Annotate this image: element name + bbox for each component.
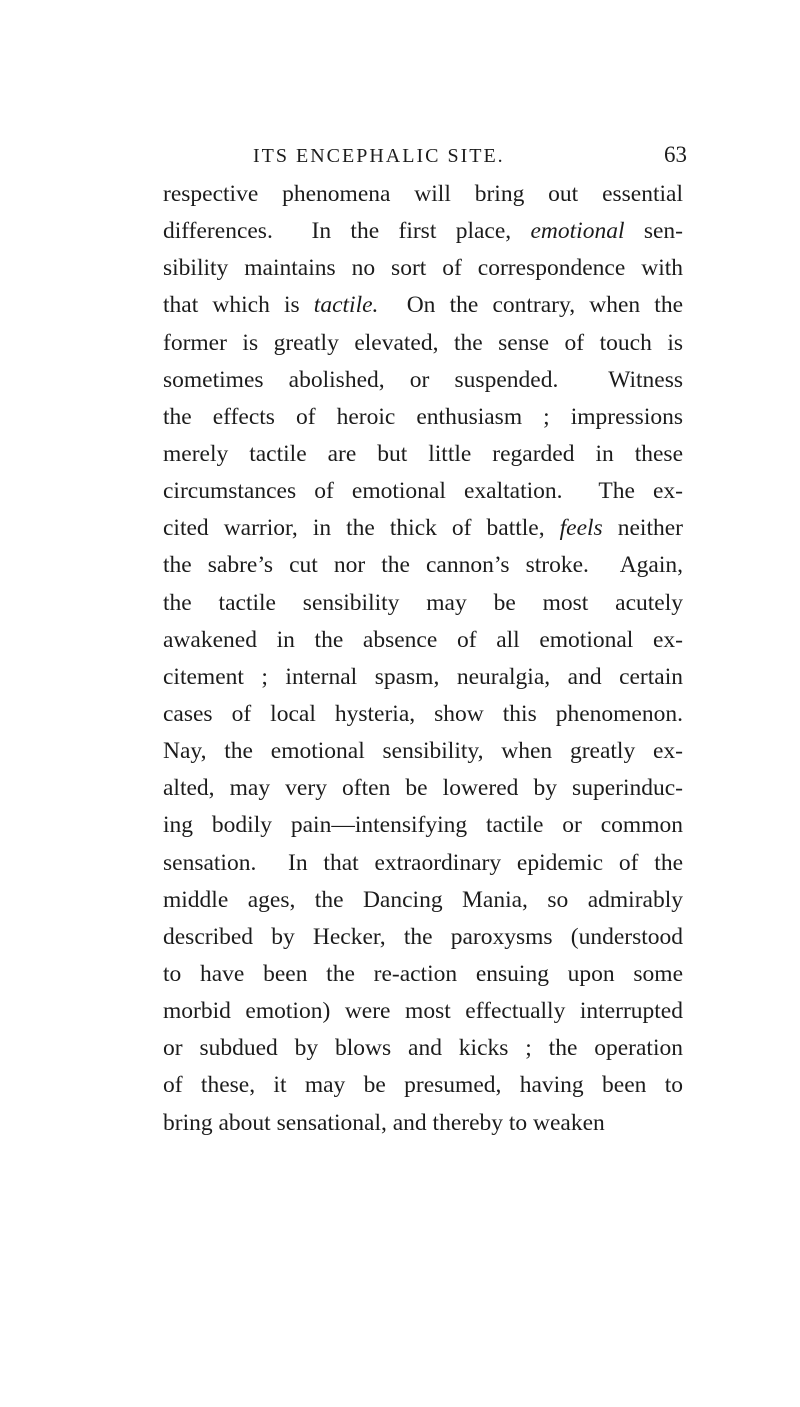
text-line: [163, 213, 683, 250]
text-line: [163, 325, 683, 362]
text-line: [163, 1030, 683, 1067]
text-line: [163, 399, 683, 436]
text-segment: cases of local hysteria, show this phenomenon.: [163, 700, 683, 727]
text-segment: the effects of heroic enthusiasm ; impressions: [163, 403, 683, 430]
text-line: [163, 250, 683, 287]
text-segment: sometimes abolished, or suspended. Witness: [163, 366, 683, 393]
text-line: [163, 510, 683, 547]
text-segment: bring about sensational, and thereby to weaken: [163, 1109, 605, 1136]
running-head-title: ITS ENCEPHALIC SITE.: [253, 145, 505, 167]
text-line: [163, 436, 683, 473]
body-paragraph: [163, 176, 683, 1142]
text-line: [163, 622, 683, 659]
text-line: [163, 770, 683, 807]
text-segment: sensation. In that extraordinary epidemic of the: [163, 849, 683, 876]
text-line: [163, 993, 683, 1030]
text-line: [163, 733, 683, 770]
text-line: [163, 807, 683, 844]
text-segment: middle ages, the Dancing Mania, so admirably: [163, 886, 683, 913]
text-line: [163, 919, 683, 956]
text-segment: neither: [602, 515, 683, 542]
text-segment: the sabre’s cut nor the cannon’s stroke. Again,: [163, 552, 683, 579]
text-line: [163, 1067, 683, 1104]
text-line: [163, 956, 683, 993]
italic-text-segment: emotional: [530, 218, 625, 245]
text-segment: described by Hecker, the paroxysms (understood: [163, 923, 683, 950]
text-line: [163, 176, 683, 213]
text-segment: respective phenomena will bring out essential: [163, 181, 683, 207]
text-line: [163, 882, 683, 919]
text-segment: of these, it may be presumed, having been to: [163, 1072, 683, 1099]
text-line: [163, 696, 683, 733]
text-line: [163, 362, 683, 399]
text-segment: circumstances of emotional exaltation. The ex-: [163, 478, 683, 505]
text-line: [163, 473, 683, 510]
text-segment: sibility maintains no sort of correspondence with: [163, 255, 683, 282]
text-segment: ing bodily pain—intensifying tactile or common: [163, 812, 683, 839]
text-line: [163, 287, 683, 324]
text-segment: awakened in the absence of all emotional ex-: [163, 626, 683, 653]
text-segment: citement ; internal spasm, neuralgia, and certain: [163, 663, 683, 690]
text-segment: merely tactile are but little regarded in these: [163, 440, 683, 467]
text-segment: cited warrior, in the thick of battle,: [163, 515, 560, 542]
text-segment: to have been the re-action ensuing upon some: [163, 960, 683, 987]
text-segment: former is greatly elevated, the sense of touch is: [163, 329, 683, 356]
text-line: [163, 1105, 683, 1142]
text-segment: sen-: [624, 218, 683, 245]
text-line: [163, 585, 683, 622]
text-segment: or subdued by blows and kicks ; the operation: [163, 1035, 683, 1062]
text-line: [163, 845, 683, 882]
text-segment: differences. In the first place,: [163, 218, 531, 245]
text-segment: Nay, the emotional sensibility, when greatly ex-: [163, 738, 683, 765]
text-segment: the tactile sensibility may be most acutely: [163, 589, 683, 616]
text-line: [163, 659, 683, 696]
text-segment: alted, may very often be lowered by superinduc-: [163, 775, 683, 802]
text-segment: that which is: [163, 292, 314, 319]
text-segment: morbid emotion) were most effectually interrupted: [163, 998, 683, 1025]
text-line: [163, 547, 683, 584]
italic-text-segment: feels: [559, 515, 603, 542]
page-number: 63: [664, 142, 687, 167]
text-segment: On the contrary, when the: [378, 292, 683, 319]
italic-text-segment: tactile.: [313, 292, 379, 319]
